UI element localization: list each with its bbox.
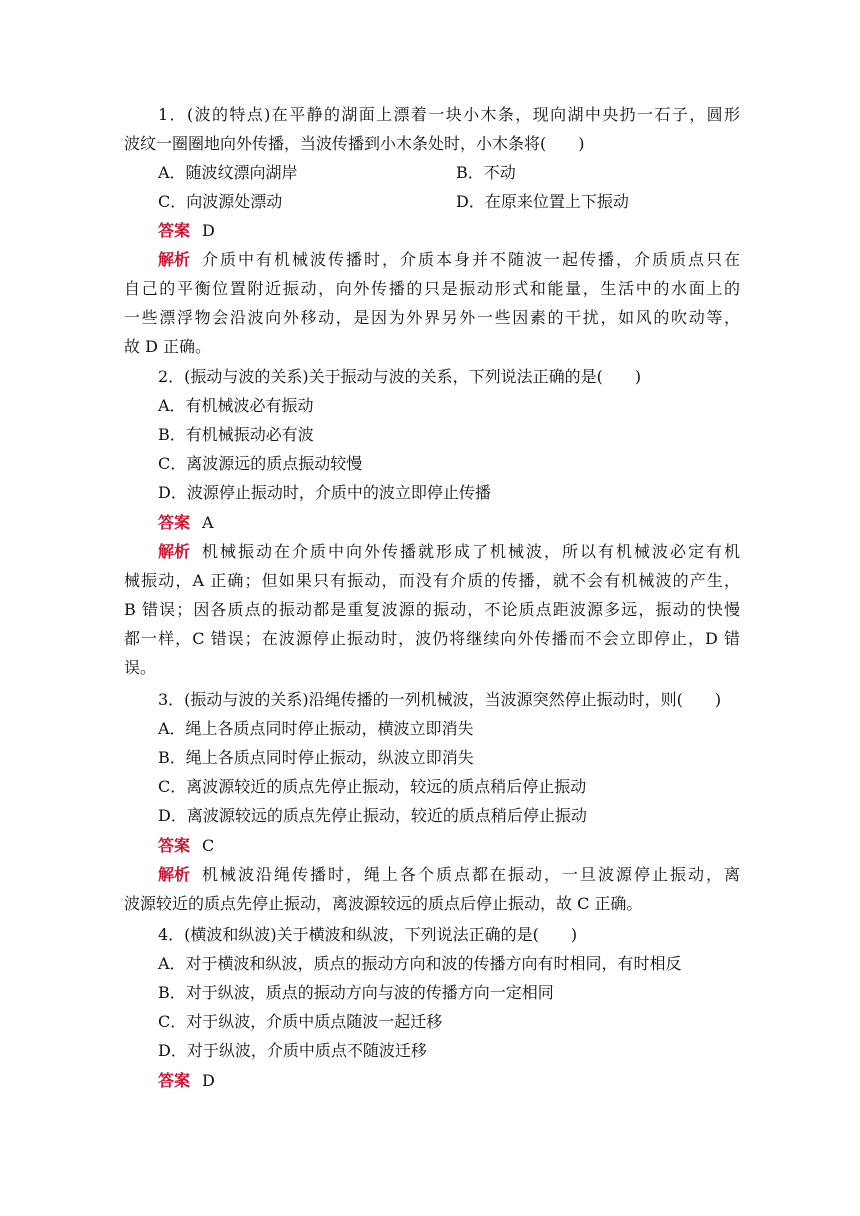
answer-value: A [202,513,214,532]
q2-option-c: C．离波源远的质点振动较慢 [158,454,363,473]
q2-answer [158,508,740,537]
q1-option-c: C．向波源处漂动 [158,192,283,211]
q2-stem-line-1: 2．(振动与波的关系)关于振动与波的关系，下列说法正确的是( ) [158,367,642,386]
q2-analysis-line-5: 误。 [124,658,157,677]
q3-analysis-line-1 [158,860,740,889]
analysis-label: 解析 [158,250,191,269]
q2-option-d: D．波源停止振动时，介质中的波立即停止传播 [158,483,491,502]
answer-label: 答案 [158,513,191,532]
answer-label: 答案 [158,221,191,240]
q2-option-a: A．有机械波必有振动 [158,396,314,415]
q1-analysis-line-2: 自己的平衡位置附近振动，向外传播的只是振动形式和能量，生活中的水面上的 [124,279,740,298]
q3-option-d: D．离波源较远的质点先停止振动，较近的质点稍后停止振动 [158,806,587,825]
q2-analysis-line-3: B 错误；因各质点的振动都是重复波源的振动，不论质点距波源多远，振动的快慢 [124,600,740,619]
q2-analysis-line-2: 械振动，A 正确；但如果只有振动，而没有介质的传播，就不会有机械波的产生， [124,571,740,590]
q1-option-d: D．在原来位置上下振动 [456,192,629,211]
q4-option-d: D．对于纵波，介质中质点不随波迁移 [158,1041,427,1060]
q1-stem-line-2: 波纹一圈圈地向外传播，当波传播到小木条处时，小木条将( ) [124,134,585,153]
q4-answer [158,1066,740,1095]
q4-option-b: B．对于纵波，质点的振动方向与波的传播方向一定相同 [158,983,554,1002]
answer-label: 答案 [158,836,191,855]
q4-option-c: C．对于纵波，介质中质点随波一起迁移 [158,1012,443,1031]
q3-analysis-line-2: 波源较近的质点先停止振动，离波源较远的质点后停止振动，故 C 正确。 [124,894,643,913]
q3-option-b: B．绳上各质点同时停止振动，纵波立即消失 [158,748,474,767]
answer-label: 答案 [158,1071,191,1090]
analysis-label: 解析 [158,865,191,884]
q1-analysis-line-4: 故 D 正确。 [124,337,212,356]
answer-value: C [202,836,215,855]
q1-stem-line-1: 1．(波的特点)在平静的湖面上漂着一块小木条，现向湖中央扔一石子，圆形 [158,105,740,124]
q1-analysis-line-1 [158,245,740,274]
q3-stem-line-1: 3．(振动与波的关系)沿绳传播的一列机械波，当波源突然停止振动时，则( ) [158,690,722,709]
q1-analysis-line-3: 一些漂浮物会沿波向外移动，是因为外界另外一些因素的干扰，如风的吹动等， [124,308,740,327]
q2-analysis-line-4: 都一样，C 错误；在波源停止振动时，波仍将继续向外传播而不会立即停止，D 错 [124,629,740,648]
q1-answer [158,216,740,245]
analysis-text: 机械波沿绳传播时，绳上各个质点都在振动，一旦波源停止振动，离 [202,865,740,884]
answer-value: D [202,1071,215,1090]
q2-option-b: B．有机械振动必有波 [158,425,314,444]
q3-option-a: A．绳上各质点同时停止振动，横波立即消失 [158,719,474,738]
analysis-text: 介质中有机械波传播时，介质本身并不随波一起传播，介质质点只在 [202,250,740,269]
q1-option-b: B．不动 [456,163,516,182]
q4-stem-line-1: 4．(横波和纵波)关于横波和纵波，下列说法正确的是( ) [158,925,578,944]
q1-option-a: A．随波纹漂向湖岸 [158,163,298,182]
q3-option-c: C．离波源较近的质点先停止振动，较远的质点稍后停止振动 [158,777,587,796]
answer-value: D [202,221,215,240]
analysis-text: 机械振动在介质中向外传播就形成了机械波，所以有机械波必定有机 [202,542,740,561]
analysis-label: 解析 [158,542,191,561]
q2-analysis-line-1 [158,537,740,566]
q4-option-a: A．对于横波和纵波，质点的振动方向和波的传播方向有时相同，有时相反 [158,954,682,973]
q3-answer [158,831,740,860]
